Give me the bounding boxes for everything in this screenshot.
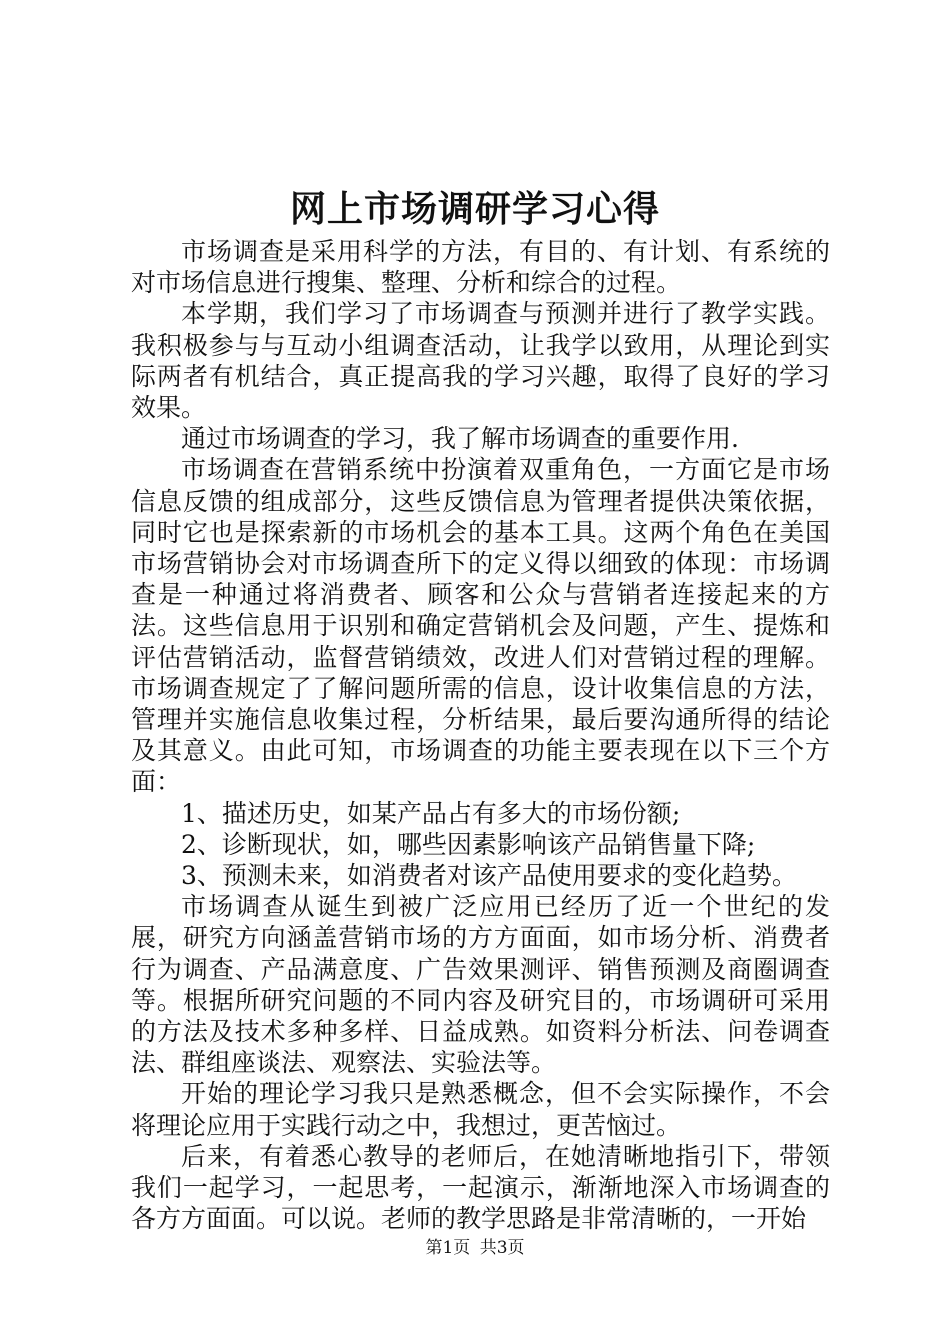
document-title: 网上市场调研学习心得 xyxy=(289,188,660,230)
document-body xyxy=(131,236,830,1235)
paragraph: 市场调查是采用科学的方法，有目的、有计划、有系统的对市场信息进行搜集、整理、分析和综合的过程。 xyxy=(131,237,830,298)
paragraph: 市场调查在营销系统中扮演着双重角色，一方面它是市场信息反馈的组成部分，这些反馈信息为管理者提供决策依据，同时它也是探索新的市场机会的基本工具。这两个角色在美国市场营销协会对市场调查所下的定义得以细致的体现：市场调查是一种通过将消费者、顾客和公众与营销者连接起来的方法。这些信息用于识别和确定营销机会及问题，产生、提炼和评估营销活动，监督营销绩效，改进人们对营销过程的理解。市场调查规定了了解问题所需的信息，设计收集信息的方法，管理并实施信息收集过程，分析结果，最后要沟通所得的结论及其意义。由此可知，市场调查的功能主要表现在以下三个方面： xyxy=(131,455,830,797)
list-item: 1、描述历史，如某产品占有多大的市场份额; xyxy=(181,798,681,828)
paragraph: 市场调查从诞生到被广泛应用已经历了近一个世纪的发展，研究方向涵盖营销市场的方方面面，如市场分析、消费者行为调查、产品满意度、广告效果测评、销售预测及商圈调查等。根据所研究问题的不同内容及研究目的，市场调研可采用的方法及技术多种多样、日益成熟。如资料分析法、问卷调查法、群组座谈法、观察法、实验法等。 xyxy=(131,892,830,1078)
list-item: 2、诊断现状，如，哪些因素影响该产品销售量下降; xyxy=(181,829,756,859)
paragraph: 后来，有着悉心教导的老师后，在她清晰地指引下，带领我们一起学习，一起思考，一起演示，渐渐地深入市场调查的各方方面面。可以说。老师的教学思路是非常清晰的，一开始 xyxy=(131,1141,830,1234)
page-total: 共3页 xyxy=(479,1238,525,1258)
page-number: 第1页 xyxy=(425,1238,471,1258)
paragraph: 开始的理论学习我只是熟悉概念，但不会实际操作，不会将理论应用于实践行动之中，我想过，更苦恼过。 xyxy=(131,1079,830,1140)
paragraph: 通过市场调查的学习，我了解市场调查的重要作用. xyxy=(181,424,739,454)
page-footer xyxy=(0,1236,950,1260)
list-item: 3、预测未来，如消费者对该产品使用要求的变化趋势。 xyxy=(181,861,797,891)
paragraph: 本学期，我们学习了市场调查与预测并进行了教学实践。我积极参与与互动小组调查活动，让我学以致用，从理论到实际两者有机结合，真正提高我的学习兴趣，取得了良好的学习效果。 xyxy=(131,299,830,423)
